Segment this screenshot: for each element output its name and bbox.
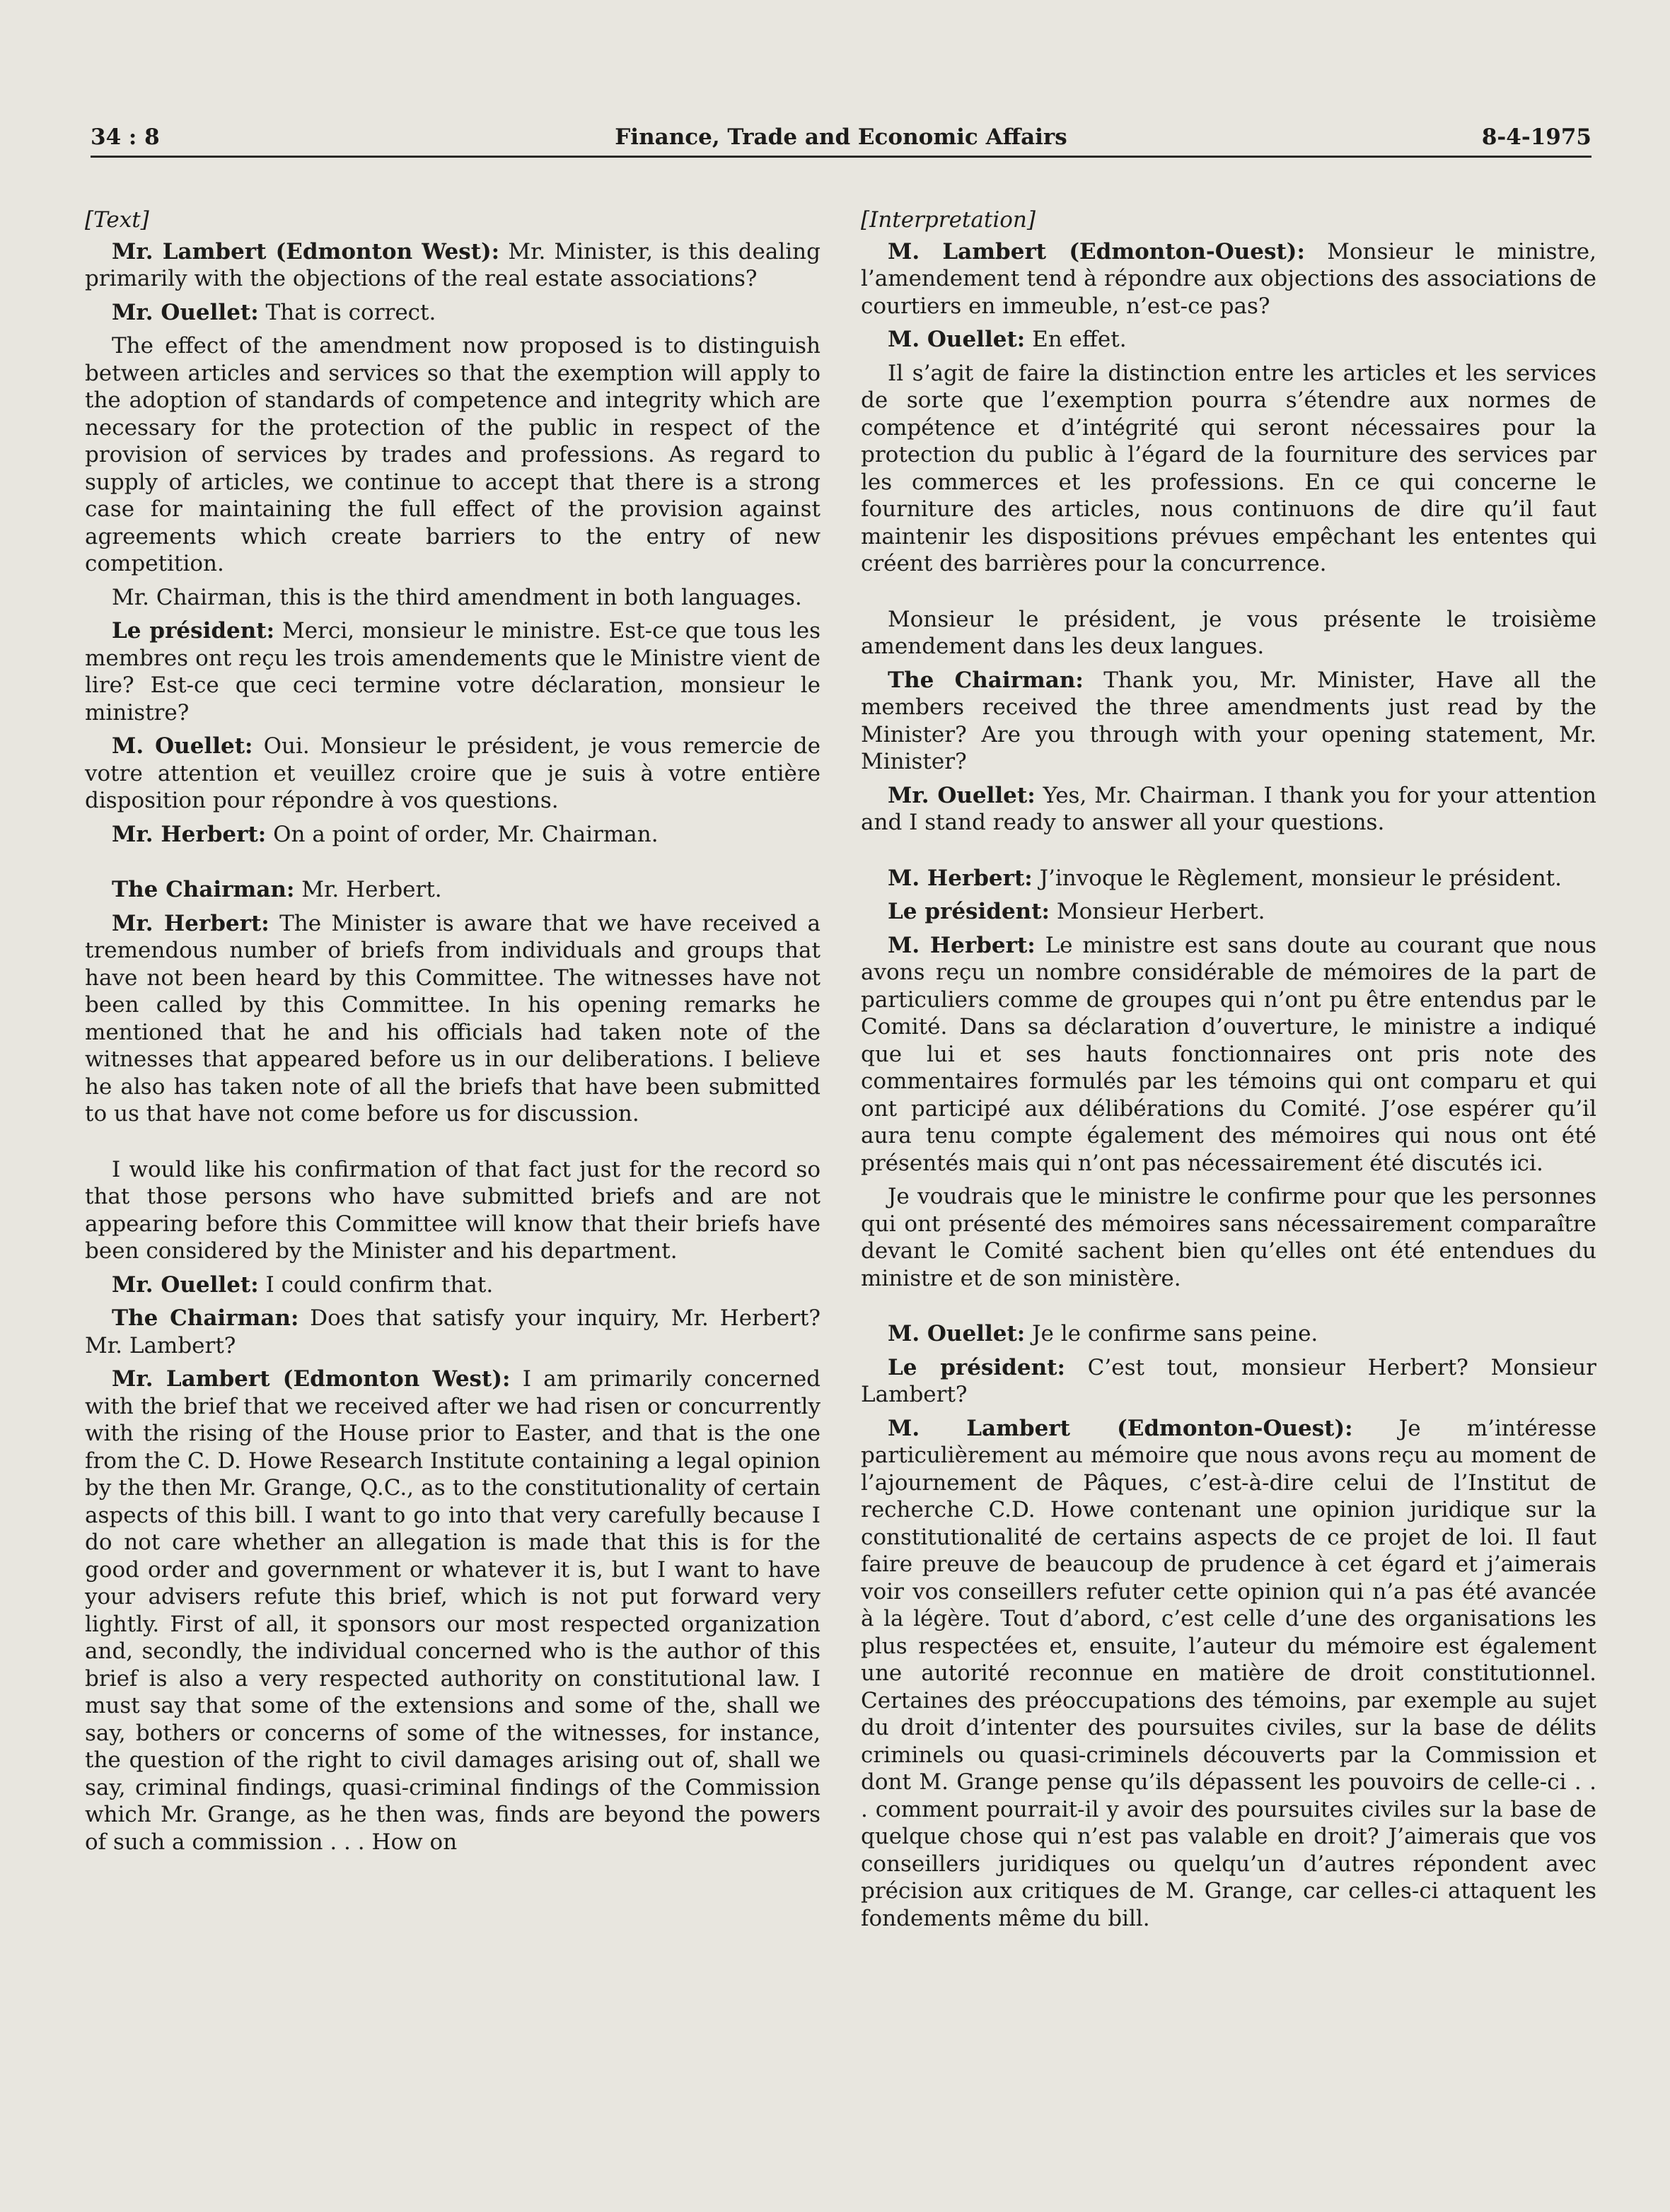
speaker: M. Herbert: xyxy=(888,932,1036,958)
speech-text: The effect of the amendment now proposed is to distinguish between articles and services so that the exemption will apply to the adoption of standards of competence and integrity which are necessary for the protection of the public in respect of the provision of services by trades and professions. As regard to supply of articles, we continue to accept that there is a strong case for maintaining the full effect of the provision against agreements which create barriers to the entry of new competition. xyxy=(85,333,820,576)
paragraph xyxy=(85,299,820,327)
speech-text: Monsieur le président, je vous présente le troisième amendement dans les deux langues. xyxy=(861,606,1596,659)
speaker: Le président: xyxy=(888,899,1050,924)
speech-text: Monsieur le ministre, l’amendement tend à répondre aux objections des associations de courtiers en immeuble, n’est-ce pas? xyxy=(861,238,1596,319)
paragraph xyxy=(861,898,1596,926)
speech-text: Je le confirme sans peine. xyxy=(1025,1321,1318,1346)
speaker: M. Ouellet: xyxy=(888,327,1026,352)
speech-text: The Minister is aware that we have received a tremendous number of briefs from individuals and groups that have not been heard by this Committee. The witnesses have not been called by this Committee. In his opening remarks he mentioned that he and his officials had taken note of the witnesses that appeared before us in our deliberations. I believe he also has taken note of all the briefs that have been submitted to us that have not come before us for discussion. xyxy=(85,910,820,1127)
paragraph xyxy=(85,617,820,726)
paragraph xyxy=(85,1271,820,1299)
paragraph xyxy=(861,667,1596,776)
speech-text: That is correct. xyxy=(258,299,436,325)
speech-text: I would like his confirmation of that fact just for the record so that those persons who have submitted briefs and are not appearing before this Committee will know that their briefs have been considered by the Minister and his department. xyxy=(85,1156,820,1264)
speaker: The Chairman: xyxy=(112,877,295,902)
paragraph xyxy=(861,1183,1596,1292)
speaker: Mr. Herbert: xyxy=(112,821,267,847)
speaker: Le président: xyxy=(888,1354,1065,1380)
speaker: M. Lambert (Edmonton-Ouest): xyxy=(888,238,1305,264)
speech-text: On a point of order, Mr. Chairman. xyxy=(266,821,659,847)
speaker: The Chairman: xyxy=(888,667,1084,693)
speaker: Le président: xyxy=(112,618,275,644)
publication-date: 8-4-1975 xyxy=(1481,124,1591,150)
paragraph xyxy=(85,733,820,815)
paragraph xyxy=(85,238,820,293)
paragraph xyxy=(861,865,1596,892)
speaker: M. Lambert (Edmonton-Ouest): xyxy=(888,1415,1353,1441)
speech-text: En effet. xyxy=(1025,327,1127,352)
speech-text: Je m’intéresse particulièrement au mémoire que nous avons reçu au moment de l’ajournement de Pâques, c’est-à-dire celui de l’Institut de recherche C.D. Howe contenant une opinion juridique sur la constitutionalité de certains aspects de ce projet de loi. Il faut faire preuve de beaucoup de prudence à cet égard et j’aimerais voir vos conseillers refuter cette opinion qui n’a pas été avancée à la légère. Tout d’abord, c’est celle d’une des organisations les plus respectées et, ensuite, l’auteur du mémoire est également une autorité reconnue en matière de droit constitutionnel. Certaines des préoccupations des témoins, par exemple au sujet du droit d’intenter des poursuites civiles, sur la base de délits criminels ou quasi-criminels découverts par la Commission et dont M. Grange pense qu’ils dépassent les pouvoirs de celle-ci . . . comment pourrait-il y avoir des poursuites civiles sur la base de quelque chose qui n’est pas valable en droit? J’aimerais que vos conseillers juridiques ou quelqu’un d’autres répondent avec précision aux critiques de M. Grange, car celles-ci attaquent les fondements même du bill. xyxy=(861,1415,1596,1931)
speaker: Mr. Lambert (Edmonton West): xyxy=(112,238,500,264)
speech-text: Does that satisfy your inquiry, Mr. Herbert? Mr. Lambert? xyxy=(85,1305,820,1358)
paragraph xyxy=(861,1320,1596,1348)
paragraph xyxy=(85,332,820,578)
page-number: 34 : 8 xyxy=(91,124,160,150)
speaker: Mr. Lambert (Edmonton West): xyxy=(112,1366,511,1392)
speaker: M. Ouellet: xyxy=(888,1321,1026,1346)
paragraph xyxy=(861,1354,1596,1409)
speech-text: Oui. Monsieur le président, je vous remercie de votre attention et veuillez croire que je suis à votre entière disposition pour répondre à vos questions. xyxy=(85,733,820,813)
speaker: The Chairman: xyxy=(112,1305,299,1331)
running-header xyxy=(91,124,1591,158)
paragraph xyxy=(861,326,1596,354)
speech-text: J’invoque le Règlement, monsieur le président. xyxy=(1032,865,1562,891)
speech-text: Le ministre est sans doute au courant que nous avons reçu un nombre considérable de mémoires de la part de particuliers comme de groupes qui n’ont pu être entendus par le Comité. Dans sa déclaration d’ouverture, le ministre a indiqué que lui et ses hauts fonctionnaires ont pris note des commentaires formulés par les témoins qui ont comparu et qui ont participé aux délibérations du Comité. J’ose espérer qu’il aura tenu compte également des mémoires qui nous ont été présentés mais qui n’ont pas nécessairement été discutés ici. xyxy=(861,932,1596,1176)
paragraph xyxy=(85,821,820,849)
speech-text: Monsieur Herbert. xyxy=(1049,899,1265,924)
paragraph xyxy=(85,910,820,1128)
speaker: M. Herbert: xyxy=(888,865,1033,891)
speech-text: Merci, monsieur le ministre. Est-ce que tous les membres ont reçu les trois amendements que le Ministre vient de lire? Est-ce que ceci termine votre déclaration, monsieur le ministre? xyxy=(85,618,820,726)
speech-text: Il s’agit de faire la distinction entre les articles et les services de sorte que l’exemption pourra s’étendre aux normes de compétence et d’intégrité qui seront nécessaires pour la protection du public à l’égard de la fourniture des services par les commerces et les professions. En ce qui concerne le fourniture des articles, nous continuons de dire qu’il faut maintenir les dispositions prévues empêchant les ententes qui créent des barrières pour la concurrence. xyxy=(861,360,1596,576)
paragraph xyxy=(85,1366,820,1856)
speech-text: I am primarily concerned with the brief that we received after we had risen or concurrently with the rising of the House prior to Easter, and that is the one from the C. D. Howe Research Institute containing a legal opinion by the then Mr. Grange, Q.C., as to the constitutionality of certain aspects of this bill. I want to go into that very carefully because I do not care whether an allegation is made that this is for the good order and government or whatever it is, but I want to have your advisers refute this brief, which is not put forward very lightly. First of all, it sponsors our most respected organization and, secondly, the individual concerned who is the author of this brief is also a very respected authority on constitutional law. I must say that some of the extensions and some of the, shall we say, bothers or concerns of some of the witnesses, for instance, the question of the right to civil damages arising out of, shall we say, criminal findings, quasi-criminal findings of the Commission which Mr. Grange, as he then was, finds are beyond the powers of such a commission . . . How on xyxy=(85,1366,821,1855)
paragraph xyxy=(85,1156,820,1265)
speech-text: Mr. Chairman, this is the third amendment in both languages. xyxy=(112,584,802,610)
publication-title: Finance, Trade and Economic Affairs xyxy=(615,124,1067,150)
speaker: Mr. Ouellet: xyxy=(112,299,259,325)
speaker: Mr. Ouellet: xyxy=(112,1271,259,1298)
speaker: M. Ouellet: xyxy=(112,733,253,759)
speech-text: Mr. Herbert. xyxy=(294,877,442,902)
speech-text: Je voudrais que le ministre le confirme pour que les personnes qui ont présenté des mémoires sans nécessairement comparaître devant le Comité sachent bien qu’elles ont été entendues du ministre et de son ministère. xyxy=(861,1184,1596,1291)
paragraph xyxy=(861,238,1596,320)
right-column xyxy=(861,206,1596,1938)
speaker: Mr. Ouellet: xyxy=(888,782,1036,808)
speaker: Mr. Herbert: xyxy=(112,910,269,936)
paragraph xyxy=(861,782,1596,837)
speech-text: C’est tout, monsieur Herbert? Monsieur Lambert? xyxy=(861,1354,1596,1407)
paragraph xyxy=(85,1305,820,1359)
left-column xyxy=(85,206,820,1862)
speech-text: Yes, Mr. Chairman. I thank you for your attention and I stand ready to answer all your questions. xyxy=(861,782,1596,835)
paragraph xyxy=(861,932,1596,1177)
speech-text: Mr. Minister, is this dealing primarily with the objections of the real estate associations? xyxy=(85,238,820,291)
paragraph xyxy=(85,876,820,904)
column-tag: [Interpretation] xyxy=(861,207,1036,233)
paragraph xyxy=(861,1415,1596,1933)
column-tag: [Text] xyxy=(85,207,149,233)
paragraph xyxy=(85,584,820,612)
paragraph xyxy=(861,360,1596,578)
speech-text: I could confirm that. xyxy=(258,1271,494,1298)
paragraph xyxy=(861,606,1596,660)
speech-text: Thank you, Mr. Minister, Have all the members received the three amendments just read by the Minister? Are you through with your opening statement, Mr. Minister? xyxy=(861,667,1596,774)
